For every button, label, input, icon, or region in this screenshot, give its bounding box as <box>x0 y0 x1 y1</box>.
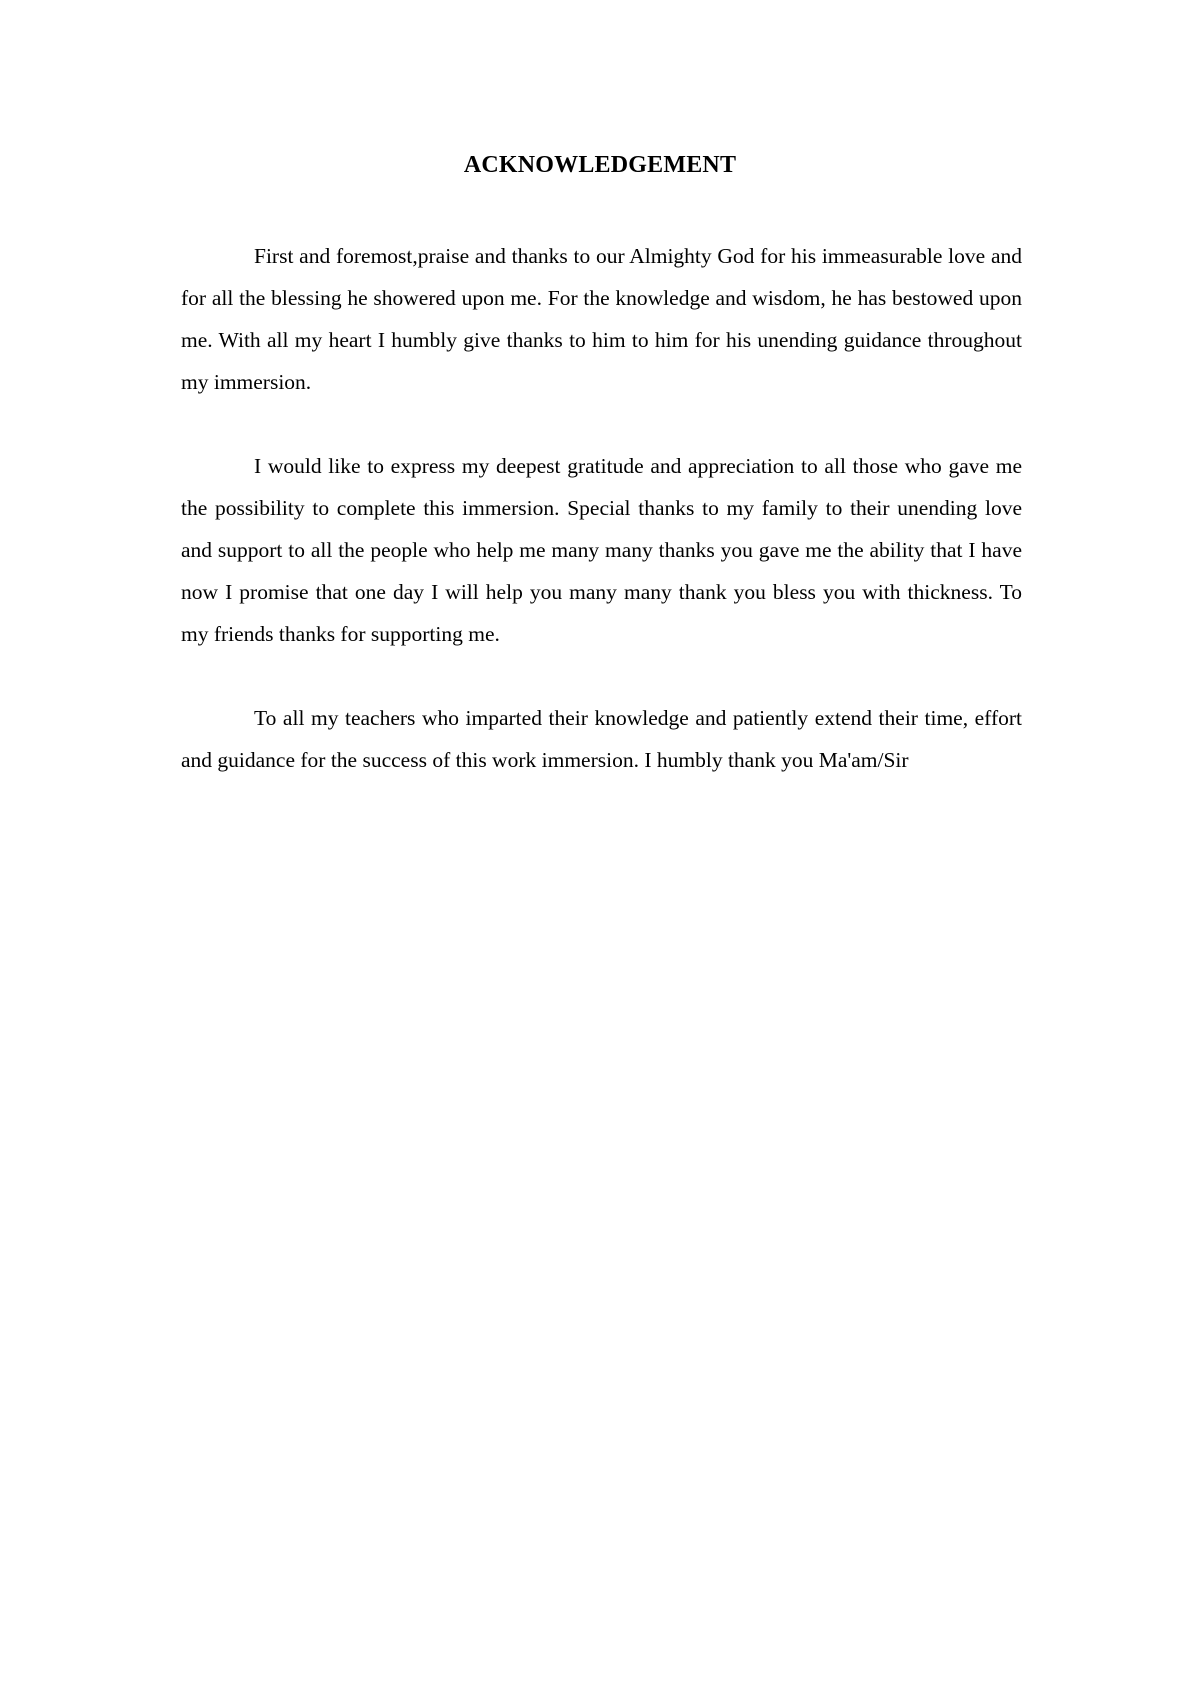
document-body <box>181 235 1022 823</box>
page-title: ACKNOWLEDGEMENT <box>463 152 737 178</box>
paragraph-3: To all my teachers who imparted their knowledge and patiently extend their time, effort and guidance for the success of this work immersion. I humbly thank you Ma'am/Sir <box>181 706 1022 772</box>
paragraph-1: First and foremost,praise and thanks to our Almighty God for his immeasurable love and for all the blessing he showered upon me. For the knowledge and wisdom, he has bestowed upon me. With all my heart I humbly give thanks to him to him for his unending guidance throughout my immersion. <box>181 244 1022 394</box>
paragraph-2: I would like to express my deepest gratitude and appreciation to all those who gave me the possibility to complete this immersion. Special thanks to my family to their unending love and support to all the people who help me many many thanks you gave me the ability that I have now I promise that one day I will help you many many thank you bless you with thickness. To my friends thanks for supporting me. <box>181 454 1022 646</box>
